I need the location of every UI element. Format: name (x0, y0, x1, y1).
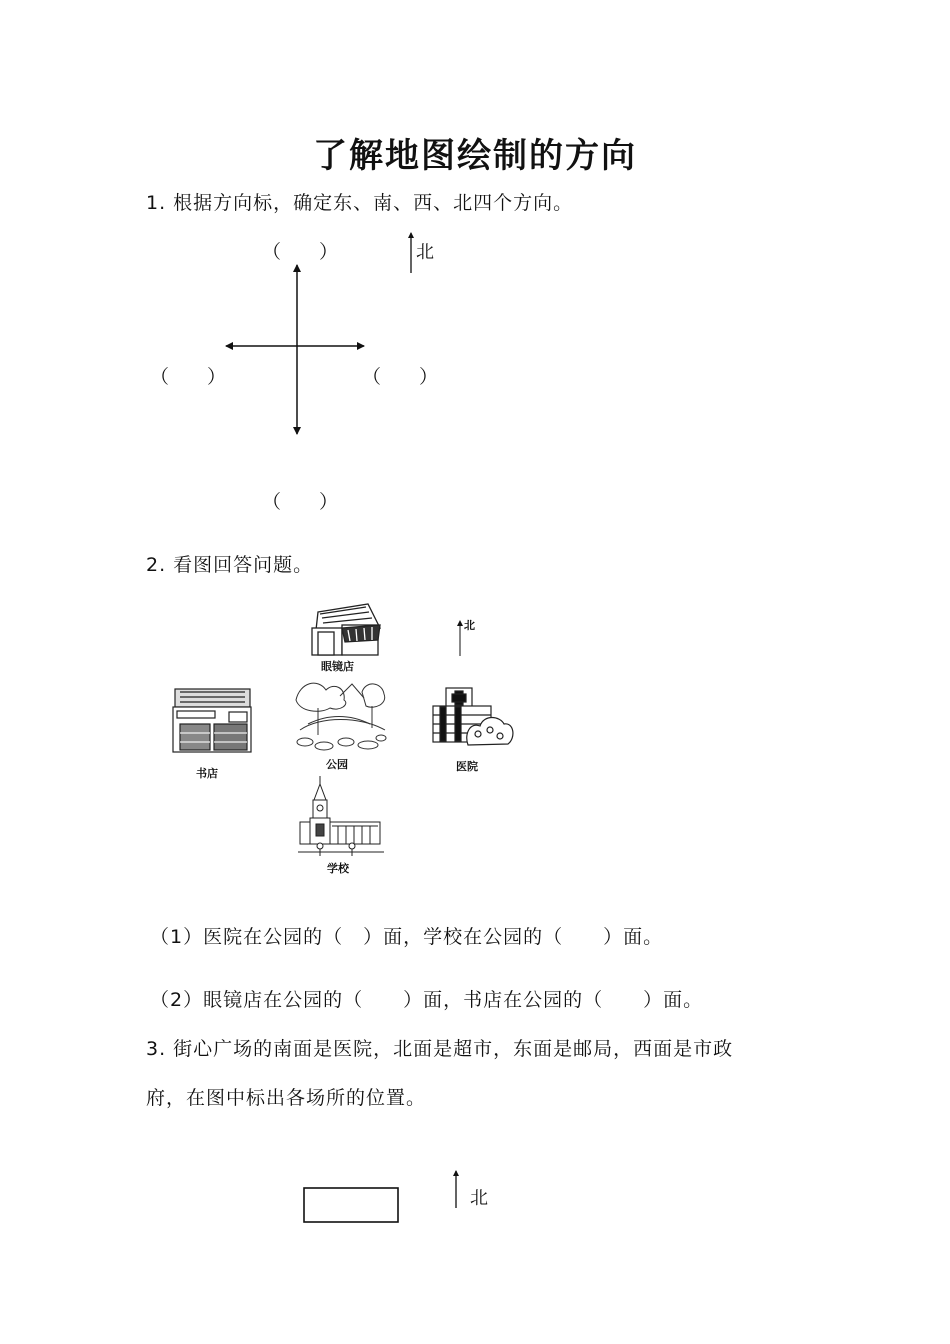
park-icon (296, 683, 386, 750)
page-title: 了解地图绘制的方向 (313, 136, 637, 176)
bookstore-label: 书店 (196, 767, 218, 780)
question-3-prompt-line-1: 3. 街心广场的南面是医院，北面是超市，东面是邮局，西面是市政 (146, 1038, 734, 1060)
school-icon (298, 776, 384, 856)
hospital-label: 医院 (456, 760, 478, 773)
blank-south[interactable]: （ ） (262, 491, 339, 513)
plaza-box[interactable] (304, 1188, 398, 1222)
hospital-icon (433, 688, 513, 745)
park-label: 公园 (326, 758, 348, 771)
blank-west[interactable]: （ ） (150, 366, 227, 388)
bookstore-icon (173, 689, 251, 752)
glasses-shop-icon (312, 604, 380, 655)
north-label-2: 北 (464, 619, 475, 632)
question-3-prompt-line-2: 府，在图中标出各场所的位置。 (146, 1087, 427, 1109)
blank-north[interactable]: （ ） (262, 241, 339, 263)
glasses-shop-label: 眼镜店 (321, 660, 354, 673)
school-label: 学校 (327, 862, 349, 875)
question-2-sub-2: （2）眼镜店在公园的（ ）面，书店在公园的（ ）面。 (150, 989, 704, 1011)
north-label-3: 北 (470, 1188, 488, 1209)
blank-east[interactable]: （ ） (362, 366, 439, 388)
north-label-1: 北 (416, 242, 434, 263)
compass-cross (226, 265, 364, 434)
question-2-prompt: 2. 看图回答问题。 (146, 554, 314, 576)
question-1-prompt: 1. 根据方向标，确定东、南、西、北四个方向。 (146, 192, 574, 214)
question-2-sub-1: （1）医院在公园的（ ）面，学校在公园的（ ）面。 (150, 926, 664, 948)
